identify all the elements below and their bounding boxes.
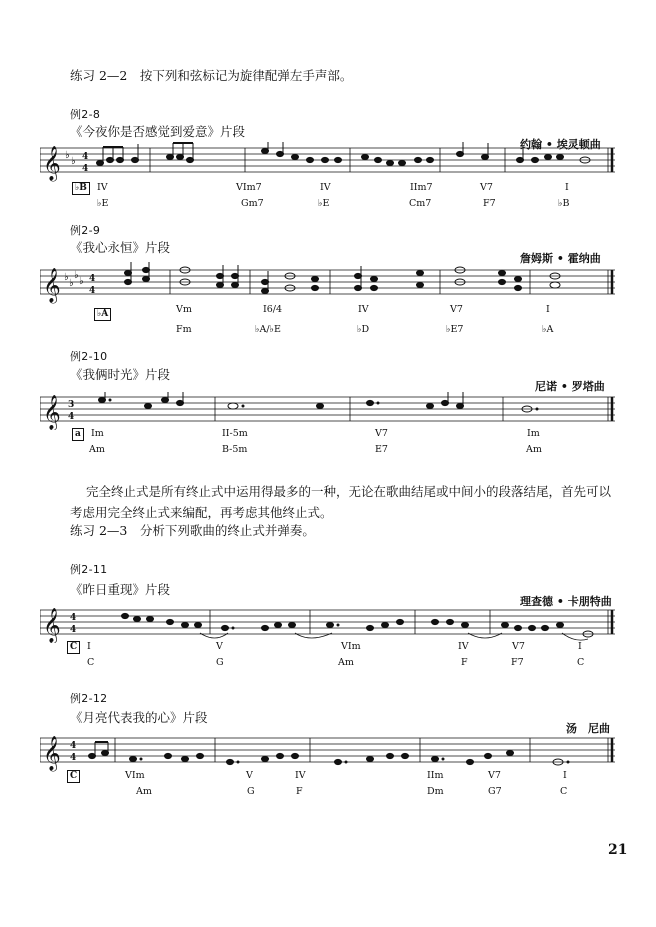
chord-label: F (296, 786, 303, 797)
degree-label: V7 (480, 182, 493, 193)
composer: 詹姆斯 • 霍纳曲 (520, 252, 601, 265)
svg-text:4: 4 (82, 152, 89, 162)
degree-label: II-5m (222, 428, 248, 439)
page-number: 21 (608, 842, 628, 858)
svg-text:4: 4 (70, 613, 77, 623)
exercise-heading-2-3: 练习 2—3 分析下列歌曲的终止式并弹奏。 (70, 523, 315, 538)
example-label: 例2-8 (70, 108, 101, 121)
svg-text:♭: ♭ (71, 156, 76, 167)
song-title: 《昨日重现》片段 (70, 582, 171, 597)
degree-label: I (546, 304, 550, 315)
song-title: 《我心永恒》片段 (70, 240, 171, 255)
chord-label: Fm (176, 324, 192, 335)
degree-label: IV (458, 641, 469, 652)
degree-label: V7 (488, 770, 501, 781)
composer: 尼诺 • 罗塔曲 (535, 380, 605, 393)
svg-text:𝄞: 𝄞 (43, 146, 61, 181)
song-title: 《月亮代表我的心》片段 (70, 710, 208, 725)
svg-text:𝄞: 𝄞 (43, 608, 61, 643)
chord-label: Am (338, 657, 354, 668)
key-box: ♭A (94, 308, 111, 321)
key-box: a (72, 428, 84, 441)
degree-label: I6/4 (263, 304, 283, 315)
music-staff (40, 392, 620, 430)
song-title: 《我俩时光》片段 (70, 367, 171, 382)
example-label: 例2-11 (70, 563, 108, 576)
key-box: C (67, 641, 80, 654)
chord-label: ♭E (318, 198, 330, 209)
degree-label: Vm (176, 304, 192, 315)
degree-label: IV (97, 182, 108, 193)
key-box: ♭B (72, 182, 90, 195)
chord-label: ♭E (97, 198, 109, 209)
music-staff (40, 142, 620, 184)
degree-label: V (216, 641, 223, 652)
example-label: 例2-9 (70, 224, 101, 237)
music-staff (40, 732, 620, 772)
svg-text:♭: ♭ (69, 278, 74, 289)
music-staff (40, 262, 620, 304)
degree-label: IV (358, 304, 369, 315)
chord-label: B-5m (222, 444, 248, 455)
svg-text:4: 4 (68, 412, 75, 422)
degree-label: I (565, 182, 569, 193)
svg-text:4: 4 (70, 625, 77, 635)
chord-label: ♭A (542, 324, 554, 335)
degree-label: IV (320, 182, 331, 193)
degree-label: VIm7 (236, 182, 262, 193)
chord-label: ♭B (558, 198, 570, 209)
svg-text:4: 4 (70, 753, 77, 763)
chord-label: F (461, 657, 468, 668)
degree-label: I (578, 641, 582, 652)
chord-label: C (560, 786, 568, 797)
chord-label: C (577, 657, 585, 668)
degree-label: VIm (341, 641, 361, 652)
composer: 理查德 • 卡朋特曲 (520, 595, 612, 608)
example-label: 例2-10 (70, 350, 108, 363)
chord-label: G (216, 657, 224, 668)
song-title: 《今夜你是否感觉到爱意》片段 (70, 124, 246, 139)
degree-label: V7 (375, 428, 388, 439)
chord-label: F7 (511, 657, 524, 668)
svg-text:4: 4 (82, 164, 89, 174)
chord-label: F7 (483, 198, 496, 209)
chord-label: ♭D (357, 324, 370, 335)
paragraph-line-1: 完全终止式是所有终止式中运用得最多的一种，无论在歌曲结尾或中间小的段落结尾，首先可以 (86, 484, 612, 499)
degree-label: IIm (427, 770, 444, 781)
chord-label: Gm7 (241, 198, 264, 209)
degree-label: IV (295, 770, 306, 781)
composer: 汤 尼曲 (566, 722, 610, 735)
chord-label: Am (136, 786, 152, 797)
degree-label: I (563, 770, 567, 781)
chord-label: Am (89, 444, 105, 455)
example-label: 例2-12 (70, 692, 108, 705)
composer: 约翰 • 埃灵顿曲 (520, 138, 601, 151)
degree-label: V (246, 770, 253, 781)
exercise-heading-2-2: 练习 2—2 按下列和弦标记为旋律配弹左手声部。 (70, 68, 353, 83)
svg-text:♭: ♭ (79, 276, 84, 287)
chord-label: G (247, 786, 255, 797)
degree-label: Im (91, 428, 104, 439)
svg-text:♭: ♭ (65, 150, 70, 161)
degree-label: IIm7 (410, 182, 433, 193)
svg-text:𝄞: 𝄞 (43, 395, 61, 430)
degree-label: I (87, 641, 91, 652)
svg-text:𝄞: 𝄞 (43, 736, 61, 771)
svg-text:4: 4 (89, 274, 96, 284)
chord-label: Dm (427, 786, 444, 797)
svg-text:♭: ♭ (74, 270, 79, 281)
svg-text:3: 3 (68, 400, 75, 410)
degree-label: V7 (450, 304, 463, 315)
degree-label: Im (527, 428, 540, 439)
chord-label: C (87, 657, 95, 668)
music-staff (40, 603, 620, 643)
chord-label: Cm7 (409, 198, 432, 209)
svg-text:4: 4 (89, 286, 96, 296)
chord-label: E7 (375, 444, 388, 455)
chord-label: ♭A/♭E (255, 324, 281, 335)
degree-label: V7 (512, 641, 525, 652)
key-box: C (67, 770, 80, 783)
svg-text:𝄞: 𝄞 (43, 268, 61, 303)
svg-text:4: 4 (70, 741, 77, 751)
degree-label: VIm (125, 770, 145, 781)
chord-label: ♭E7 (446, 324, 464, 335)
svg-text:♭: ♭ (64, 272, 69, 283)
chord-label: Am (526, 444, 542, 455)
paragraph-line-2: 考虑用完全终止式来编配，再考虑其他终止式。 (70, 505, 333, 520)
chord-label: G7 (488, 786, 502, 797)
